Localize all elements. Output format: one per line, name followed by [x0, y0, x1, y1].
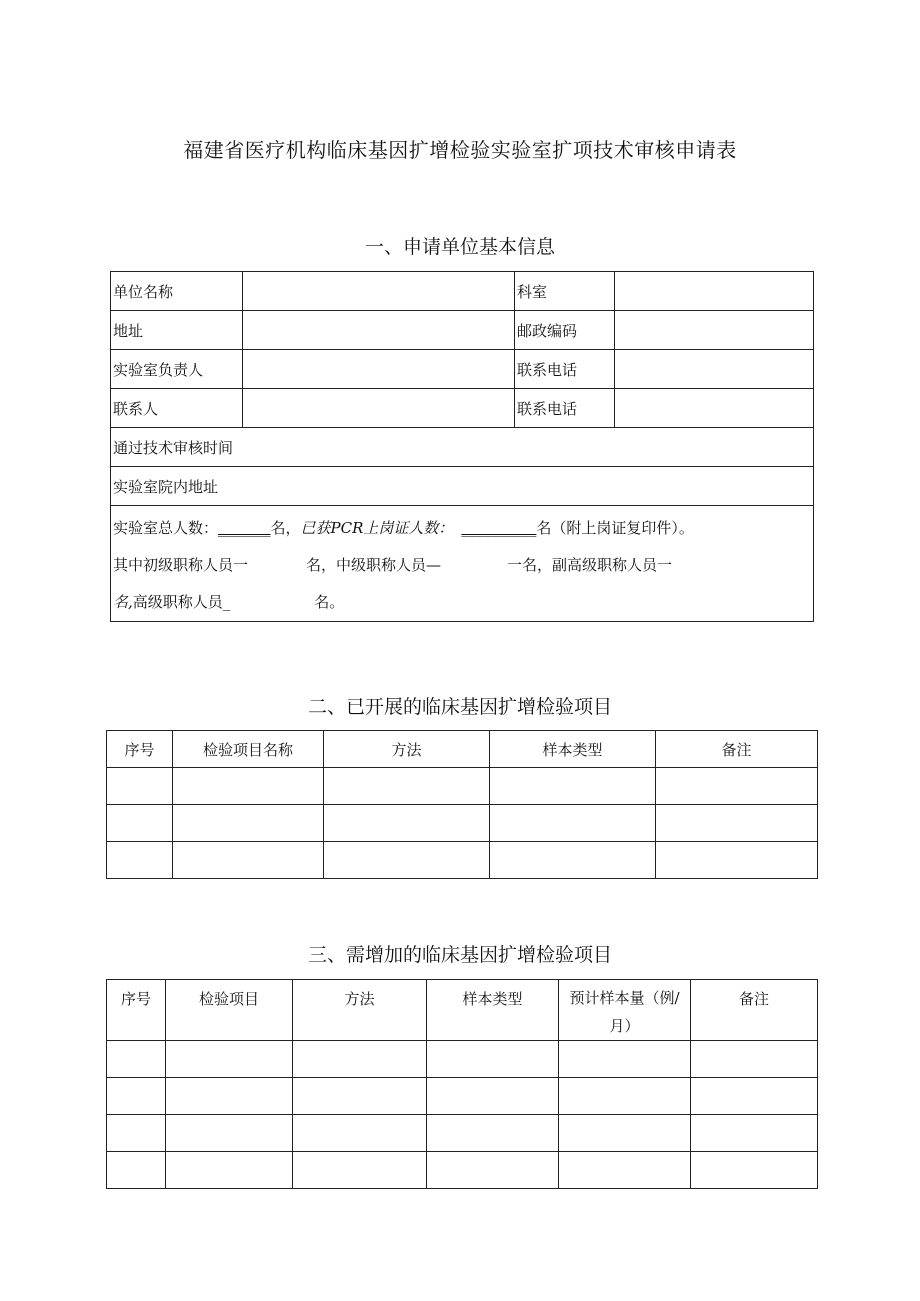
- table-row: [107, 842, 818, 879]
- table-row: [111, 350, 814, 389]
- cell[interactable]: [166, 1152, 293, 1189]
- col-sample-type: 样本类型: [490, 731, 656, 768]
- cell[interactable]: [107, 805, 173, 842]
- cell[interactable]: [656, 768, 818, 805]
- unit-text: 名。: [314, 593, 345, 611]
- col-item-name: 检验项目名称: [173, 731, 324, 768]
- cell[interactable]: [293, 1078, 427, 1115]
- table-row: [111, 428, 814, 467]
- cell[interactable]: [107, 1078, 166, 1115]
- address-label: 地址: [111, 311, 243, 350]
- address-field[interactable]: [243, 311, 515, 350]
- cell[interactable]: [173, 768, 324, 805]
- cell[interactable]: [656, 805, 818, 842]
- contact-phone-label: 联系电话: [515, 389, 615, 428]
- col-remarks: 备注: [691, 980, 818, 1041]
- cell[interactable]: [324, 768, 490, 805]
- cell[interactable]: [559, 1152, 691, 1189]
- cell[interactable]: [691, 1152, 818, 1189]
- section3-heading: 三、需增加的临床基因扩增检验项目: [307, 944, 612, 966]
- total-staff-label: 实验室总人数：: [113, 519, 219, 537]
- junior-title-label: 其中初级职称人员一: [113, 556, 249, 574]
- table-header-row: [107, 980, 818, 1041]
- department-label: 科室: [515, 272, 615, 311]
- cell[interactable]: [691, 1115, 818, 1152]
- cell[interactable]: [293, 1041, 427, 1078]
- cell[interactable]: [559, 1078, 691, 1115]
- mid-title-label: 名，中级职称人员—: [306, 556, 442, 574]
- col-item: 检验项目: [166, 980, 293, 1041]
- lab-address[interactable]: 实验室院内地址: [111, 467, 814, 506]
- col-expected-volume: 预计样本量（例/月）: [559, 980, 691, 1041]
- unit-name-label: 单位名称: [111, 272, 243, 311]
- cell[interactable]: [427, 1115, 559, 1152]
- page-title: 福建省医疗机构临床基因扩增检验实验室扩项技术审核申请表: [183, 138, 737, 162]
- col-remarks: 备注: [656, 731, 818, 768]
- cell[interactable]: [559, 1041, 691, 1078]
- cell[interactable]: [490, 768, 656, 805]
- cell[interactable]: [427, 1078, 559, 1115]
- staff-info[interactable]: [111, 506, 814, 622]
- section1-heading: 一、申请单位基本信息: [364, 236, 555, 258]
- table-row: [107, 805, 818, 842]
- table-row: [111, 311, 814, 350]
- cell[interactable]: [324, 842, 490, 879]
- cell[interactable]: [173, 842, 324, 879]
- existing-items-table: [106, 730, 818, 879]
- phone-label: 联系电话: [515, 350, 615, 389]
- table-row: [107, 1152, 818, 1189]
- cell[interactable]: [490, 805, 656, 842]
- lab-head-field[interactable]: [243, 350, 515, 389]
- cell[interactable]: [656, 842, 818, 879]
- cell[interactable]: [166, 1041, 293, 1078]
- table-row: [107, 1041, 818, 1078]
- table-row: [111, 389, 814, 428]
- table-row: [107, 1078, 818, 1115]
- cell[interactable]: [107, 1115, 166, 1152]
- pcr-cert-blank[interactable]: __________: [461, 519, 537, 537]
- cell[interactable]: [107, 768, 173, 805]
- cell[interactable]: [173, 805, 324, 842]
- postcode-label: 邮政编码: [515, 311, 615, 350]
- lab-head-label: 实验室负责人: [111, 350, 243, 389]
- department-field[interactable]: [615, 272, 814, 311]
- vice-senior-title-label: 一名，副高级职称人员一: [507, 556, 673, 574]
- contact-phone-field[interactable]: [615, 389, 814, 428]
- col-sample-type: 样本类型: [427, 980, 559, 1041]
- staff-line-2: [113, 547, 811, 584]
- unit-text: 名,: [113, 593, 133, 611]
- phone-field[interactable]: [615, 350, 814, 389]
- staff-line-3: [113, 584, 811, 621]
- staff-line-1: [113, 510, 811, 547]
- contact-label: 联系人: [111, 389, 243, 428]
- table-row: [111, 467, 814, 506]
- new-items-table: [106, 979, 818, 1189]
- table-row: [111, 272, 814, 311]
- cell[interactable]: [324, 805, 490, 842]
- cell[interactable]: [490, 842, 656, 879]
- col-index: 序号: [107, 980, 166, 1041]
- cell[interactable]: [107, 842, 173, 879]
- cell[interactable]: [107, 1152, 166, 1189]
- total-staff-blank[interactable]: _______: [218, 519, 271, 537]
- table-row: [111, 506, 814, 622]
- cell[interactable]: [293, 1152, 427, 1189]
- tech-review-time[interactable]: 通过技术审核时间: [111, 428, 814, 467]
- cell[interactable]: [293, 1115, 427, 1152]
- col-method: 方法: [324, 731, 490, 768]
- table-header-row: [107, 731, 818, 768]
- col-method: 方法: [293, 980, 427, 1041]
- section2-heading: 二、已开展的临床基因扩增检验项目: [307, 696, 612, 718]
- table-row: [107, 768, 818, 805]
- cell[interactable]: [166, 1115, 293, 1152]
- contact-field[interactable]: [243, 389, 515, 428]
- unit-text: 名，: [270, 519, 301, 537]
- cell[interactable]: [427, 1152, 559, 1189]
- cell[interactable]: [166, 1078, 293, 1115]
- senior-title-label: 高级职称人员_: [132, 593, 231, 611]
- unit-name-field[interactable]: [243, 272, 515, 311]
- cell[interactable]: [559, 1115, 691, 1152]
- cell[interactable]: [107, 1041, 166, 1078]
- pcr-cert-label: 已获PCR上岗证人数：: [300, 519, 454, 537]
- basic-info-table: [110, 271, 814, 622]
- col-index: 序号: [107, 731, 173, 768]
- cell[interactable]: [427, 1041, 559, 1078]
- unit-text: 名（附上岗证复印件）。: [536, 519, 694, 537]
- cell[interactable]: [691, 1041, 818, 1078]
- table-row: [107, 1115, 818, 1152]
- postcode-field[interactable]: [615, 311, 814, 350]
- cell[interactable]: [691, 1078, 818, 1115]
